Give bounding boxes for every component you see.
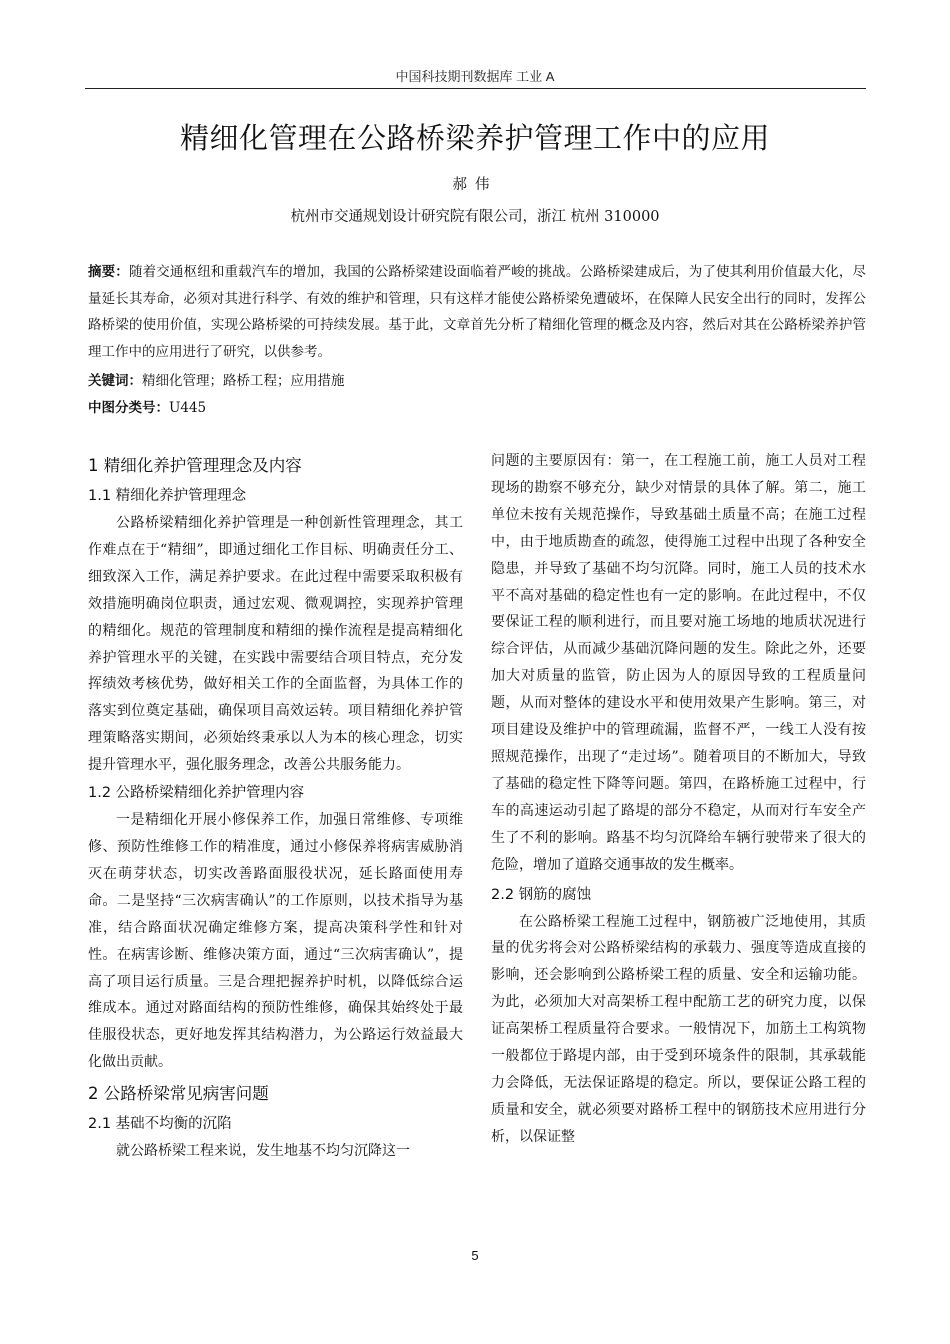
classification-line [88, 396, 206, 416]
section-2-2-heading: 2.2 钢筋的腐蚀 [491, 886, 592, 903]
article-author: 郝伟 [452, 177, 498, 193]
keywords-line [88, 369, 345, 389]
header-divider [85, 88, 866, 89]
author-affiliation: 杭州市交通规划设计研究院有限公司，浙江 杭州 310000 [290, 209, 660, 225]
classification-label: 中图分类号： [88, 400, 169, 416]
section-2-1-heading: 2.1 基础不均衡的沉陷 [88, 1116, 232, 1133]
right-column [491, 448, 866, 1151]
section-2-2-paragraph: 在公路桥梁工程施工过程中，钢筋被广泛地使用，其质量的优劣将会对公路桥梁结构的承载力、强度等造成直接的影响，还会影响到公路桥梁工程的质量、安全和运输功能。为此，必须加大对高架桥工程中配筋工艺的研究力度，以保证高架桥工程质量符合要求。一般情况下，加筋土工构筑物一般都位于路堤内部，由于受到环境条件的限制，其承载能力会降低，无法保证路堤的稳定。所以，要保证公路工程的质量和安全，就必须要对路桥工程中的钢筋技术应用进行分析，以保证整 [491, 913, 866, 1145]
section-1-heading: 1 精细化养护管理理念及内容 [88, 456, 302, 475]
keywords-label: 关键词： [88, 373, 142, 389]
section-2-1-paragraph: 就公路桥梁工程来说，发生地基不均匀沉降这一 [116, 1143, 410, 1160]
section-1-2-paragraph: 一是精细化开展小修保养工作，加强日常维修、专项维修、预防性维修工作的精准度，通过小修保养将病害威胁消灭在萌芽状态，切实改善路面服役状况，延长路面使用寿命。二是坚持“三次病害确认”的工作原则，以技术指导为基准，结合路面状况确定维修方案，提高决策科学性和针对性。在病害诊断、维修决策方面，通过“三次病害确认”，提高了项目运行质量。三是合理把握养护时机，以降低综合运维成本。通过对路面结构的预防性维修，确保其始终处于最佳服役状态，更好地发挥其结构潜力，为公路运行效益最大化做出贡献。 [88, 812, 463, 1071]
abstract [88, 259, 866, 365]
journal-header: 中国科技期刊数据库 工业 A [395, 69, 555, 84]
section-1-2-heading: 1.2 公路桥梁精细化养护管理内容 [88, 785, 305, 802]
classification-code: U445 [169, 400, 207, 416]
abstract-label: 摘要： [88, 264, 129, 280]
left-column [88, 448, 463, 1165]
keywords-text: 精细化管理；路桥工程；应用措施 [142, 373, 345, 389]
article-title: 精细化管理在公路桥梁养护管理工作中的应用 [179, 121, 770, 155]
section-2-heading: 2 公路桥梁常见病害问题 [88, 1084, 269, 1104]
section-2-1-continued: 问题的主要原因有：第一，在工程施工前，施工人员对工程现场的勘察不够充分，缺少对情景的具体了解。第二，施工单位未按有关规范操作，导致基础土质量不高；在施工过程中，由于地质勘查的疏忽，使得施工过程中出现了各种安全隐患，并导致了基础不均匀沉降。同时，施工人员的技术水平不高对基础的稳定性也有一定的影响。在此过程中，不仅要保证工程的顺利进行，而且要对施工场地的地质状况进行综合评估，从而减少基础沉降问题的发生。除此之外，还要加大对质量的监管，防止因为人的原因导致的工程质量问题，从而对整体的建设水平和使用效果产生影响。第三，对项目建设及维护中的管理疏漏，监督不严，一线工人没有按照规范操作，出现了“走过场”。随着项目的不断加大，导致了基础的稳定性下降等问题。第四，在路桥施工过程中，行车的高速运动引起了路堤的部分不稳定，从而对行车安全产生了不利的影响。路基不均匀沉降给车辆行驶带来了很大的危险，增加了道路交通事故的发生概率。 [491, 453, 866, 873]
abstract-text: 随着交通枢纽和重载汽车的增加，我国的公路桥梁建设面临着严峻的挑战。公路桥梁建成后，为了使其利用价值最大化，尽量延长其寿命，必须对其进行科学、有效的维护和管理，只有这样才能使公路桥梁免遭破坏，在保障人民安全出行的同时，发挥公路桥梁的使用价值，实现公路桥梁的可持续发展。基于此，文章首先分析了精细化管理的概念及内容，然后对其在公路桥梁养护管理工作中的应用进行了研究，以供参考。 [88, 264, 867, 360]
section-1-1-paragraph: 公路桥梁精细化养护管理是一种创新性管理理念，其工作难点在于“精细”，即通过细化工作目标、明确责任分工、细致深入工作，满足养护要求。在此过程中需要采取积极有效措施明确岗位职责，通过宏观、微观调控，实现养护管理的精细化。规范的管理制度和精细的操作流程是提高精细化养护管理水平的关键，在实践中需要结合项目特点，充分发挥绩效考核优势，做好相关工作的全面监督，为具体工作的落实到位奠定基础，确保项目高效运转。项目精细化养护管理策略落实期间，必须始终秉承以人为本的核心理念，切实提升管理水平，强化服务理念，改善公共服务能力。 [88, 515, 463, 774]
section-1-1-heading: 1.1 精细化养护管理理念 [88, 488, 247, 504]
page-number: 5 [471, 1248, 479, 1263]
